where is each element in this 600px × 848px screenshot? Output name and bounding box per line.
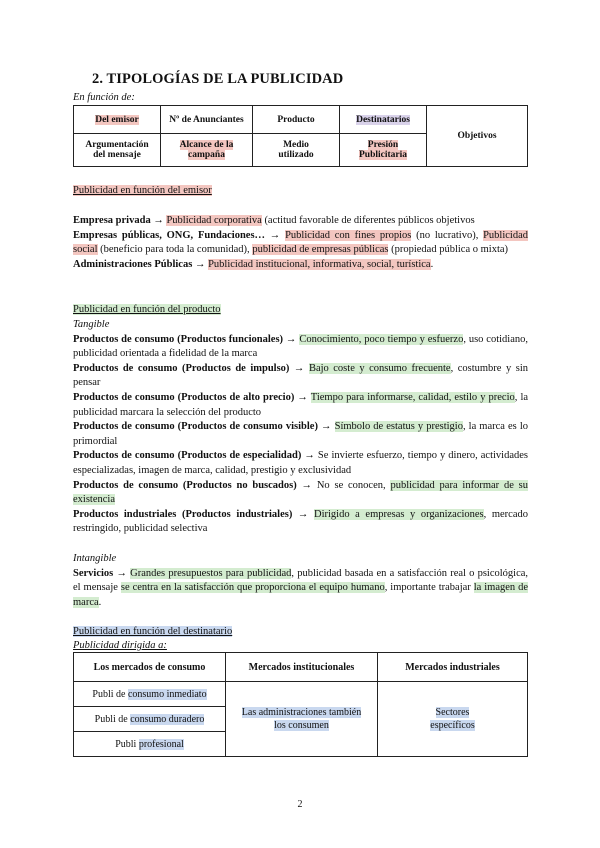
criteria-cell: Alcance de la campaña (161, 134, 253, 167)
criteria-cell: Medio utilizado (253, 134, 340, 167)
producto-paragraph: Tangible Productos de consumo (Productos funcionales) → Conocimiento, poco tiempo y esfuerzo, uso cotidiano, publicidad orientada a fidelidad de la marca Productos de consumo (Productos de impulso) → Bajo coste y consumo frecuente, costumbre y sin pensar Productos de consumo (Productos de alto precio) → Tiempo para informarse, calidad, estilo y precio, la publicidad marcara la selección del producto Productos de consumo (Productos de consumo visible) → Símbolo de estatus y prestigio, la marca es lo primordial Productos de consumo (Productos de especialidad) → Se invierte esfuerzo, tiempo y dinero, actividades especializadas, imagen de marca, calidad, prestigio y exclusividad Productos de consumo (Productos no buscados) → No se conocen, publicidad para informar de su existencia Productos industriales (Productos industriales) → Dirigido a empresas y organizaciones, mercado restringido, publicidad selectiva (73, 319, 529, 535)
dest-cell-institucional: Las administraciones también los consumen (226, 682, 378, 757)
destinatario-subheading: Publicidad dirigida a: (73, 640, 167, 651)
criteria-cell: Producto (253, 106, 340, 134)
emisor-paragraph: Empresa privada → Publicidad corporativa (actitud favorable de diferentes públicos objetivos Empresas públicas, ONG, Fundaciones… → Publicidad con fines propios (no lucrativo), Publicidad social (beneficio para toda la comunidad), publicidad de empresas públicas (propiedad pública o mixta) Administraciones Públicas → Publicidad institucional, informativa, social, turística. (73, 215, 529, 270)
dest-cell-industrial: Sectores específicos (378, 682, 528, 757)
section-title: 2. TIPOLOGÍAS DE LA PUBLICIDAD (92, 71, 344, 87)
subtitle: En función de: (73, 92, 135, 103)
criteria-cell-objetivos: Objetivos (427, 106, 528, 167)
criteria-cell: Nº de Anunciantes (161, 106, 253, 134)
heading-destinatario: Publicidad en función del destinatario (73, 626, 233, 637)
dest-cell: Publi de consumo inmediato (74, 682, 226, 707)
dest-header: Mercados institucionales (226, 653, 378, 682)
criteria-cell: Destinatarios (340, 106, 427, 134)
criteria-cell: Presión Publicitaria (340, 134, 427, 167)
destinatario-table (73, 652, 528, 757)
heading-producto: Publicidad en función del producto (73, 304, 221, 315)
criteria-table (73, 105, 528, 167)
heading-emisor: Publicidad en función del emisor (73, 185, 212, 196)
criteria-cell: Argumentación del mensaje (74, 134, 161, 167)
dest-cell: Publi de consumo duradero (74, 707, 226, 732)
dest-header: Los mercados de consumo (74, 653, 226, 682)
dest-cell: Publi profesional (74, 732, 226, 757)
dest-header: Mercados industriales (378, 653, 528, 682)
criteria-cell: Del emisor (74, 106, 161, 134)
servicios-paragraph: Intangible Servicios → Grandes presupuestos para publicidad, publicidad basada en a satisfacción real o psicológica, el mensaje se centra en la satisfacción que proporciona el equipo humano, importante trabajar la imagen de marca. (73, 553, 529, 608)
page-number: 2 (297, 799, 303, 810)
